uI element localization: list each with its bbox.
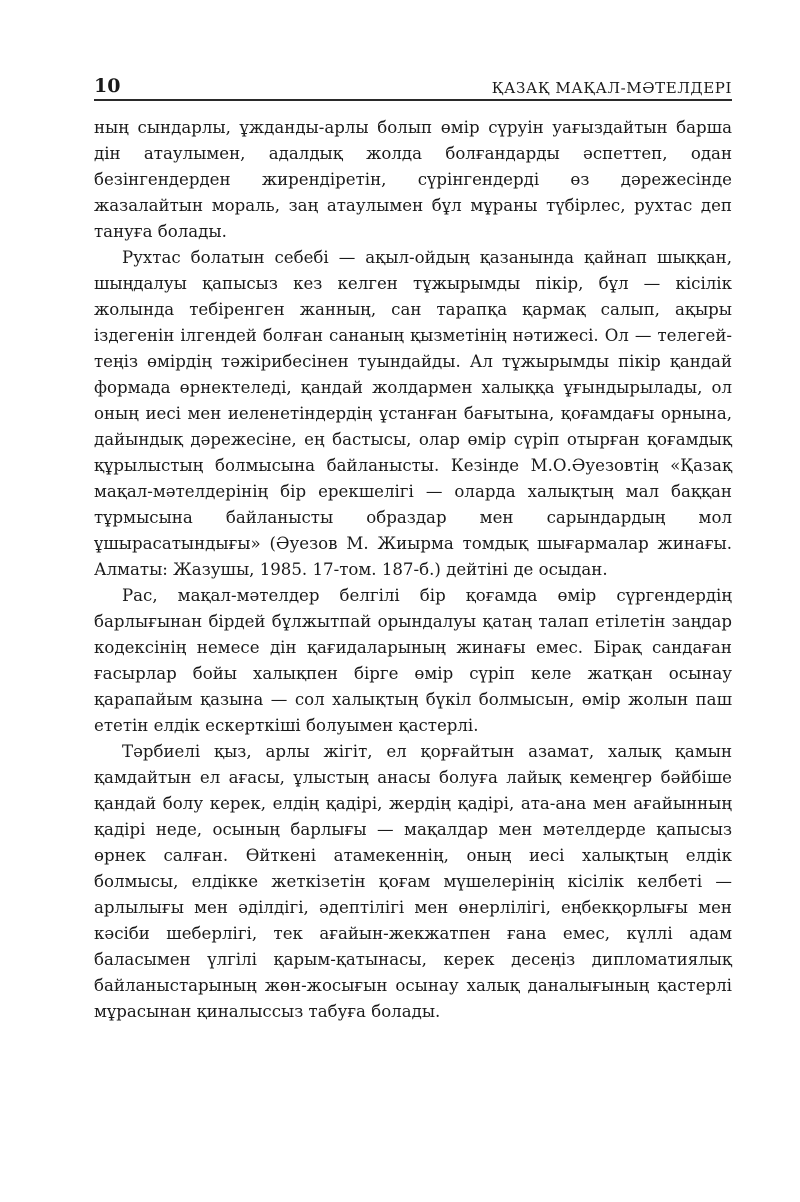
- paragraph: Тәрбиелі қыз, арлы жігіт, ел қорғайтын азамат, халық қамын қамдайтын ел ағасы, ұлыстың анасы болуға лайық кемеңгер бәйбіше қандай болу керек, елдің қадірі, жердің қадірі, ата-ана мен ағайынның қадірі неде, осының барлығы — мақалдар мен мәтелдерде қапысыз өрнек салған. Өйткені атамекеннің, оның иесі халықтың елдік болмысы, елдікке жеткізетін қоғам мүшелерінің кісілік келбеті — арлылығы мен әділдігі, әдептілігі мен өнерлілігі, еңбекқорлығы мен кәсіби шеберлігі, тек ағайын-жекжатпен ғана емес, күллі адам баласымен үлгілі қарым-қатынасы, керек десеңіз дипломатиялық байланыстарының жөн-жосығын осынау халық даналығының қастерлі мұрасынан қиналыссыз табуға болады.: [94, 742, 732, 1021]
- running-header: [94, 70, 732, 101]
- page-number: 10: [94, 75, 121, 97]
- paragraph-continuation: ның сындарлы, ұжданды-арлы болып өмір сүруін уағыздайтын барша дін атаулымен, адалдық жолда болғандарды әспеттеп, одан безінгендерден жирендіретін, сүрінгендерді өз дәрежесінде жазалайтын мораль, заң атаулымен бұл мұраны түбірлес, рухтас деп тануға болады.: [94, 118, 732, 241]
- book-page: [94, 70, 732, 1025]
- body-text: [94, 115, 732, 1025]
- paragraph: Рас, мақал-мәтелдер белгілі бір қоғамда өмір сүргендердің барлығынан бірдей бұлжытпай орындалуы қатаң талап етілетін заңдар кодексінің немесе дін қағидаларының жинағы емес. Бірақ сандаған ғасырлар бойы халықпен бірге өмір сүріп келе жатқан осынау қарапайым қазына — сол халықтың бүкіл болмысын, өмір жолын паш ететін елдік ескерткіші болуымен қастерлі.: [94, 586, 732, 735]
- running-title: ҚАЗАҚ МАҚАЛ-МӘТЕЛДЕРІ: [491, 79, 732, 97]
- paragraph: Рухтас болатын себебі — ақыл-ойдың қазанында қайнап шыққан, шыңдалуы қапысыз кез келген тұжырымды пікір, бұл — кісілік жолында тебіренген жанның, сан тарапқа қармақ салып, ақыры іздегенін ілгендей болған сананың қызметінің нәтижесі. Ол — телегей-теңіз өмірдің тәжірибесінен туындайды. Ал тұжырымды пікір қандай формада өрнектеледі, қандай жолдармен халыққа ұғындырылады, ол оның иесі мен иеленетіндердің ұстанған бағытына, қоғамдағы орнына, дайындық дәрежесіне, ең бастысы, олар өмір сүріп отырған қоғамдық құрылыстың болмысына байланысты. Кезінде М.О.Әуезовтің «Қазақ мақал-мәтелдерінің бір ерекшелігі — оларда халықтың мал баққан тұрмысына байланысты образдар мен сарындардың мол ұшырасатындығы» (Әуезов М. Жиырма томдық шығармалар жинағы. Алматы: Жазушы, 1985. 17-том. 187-б.) дейтіні де осыдан.: [94, 248, 732, 579]
